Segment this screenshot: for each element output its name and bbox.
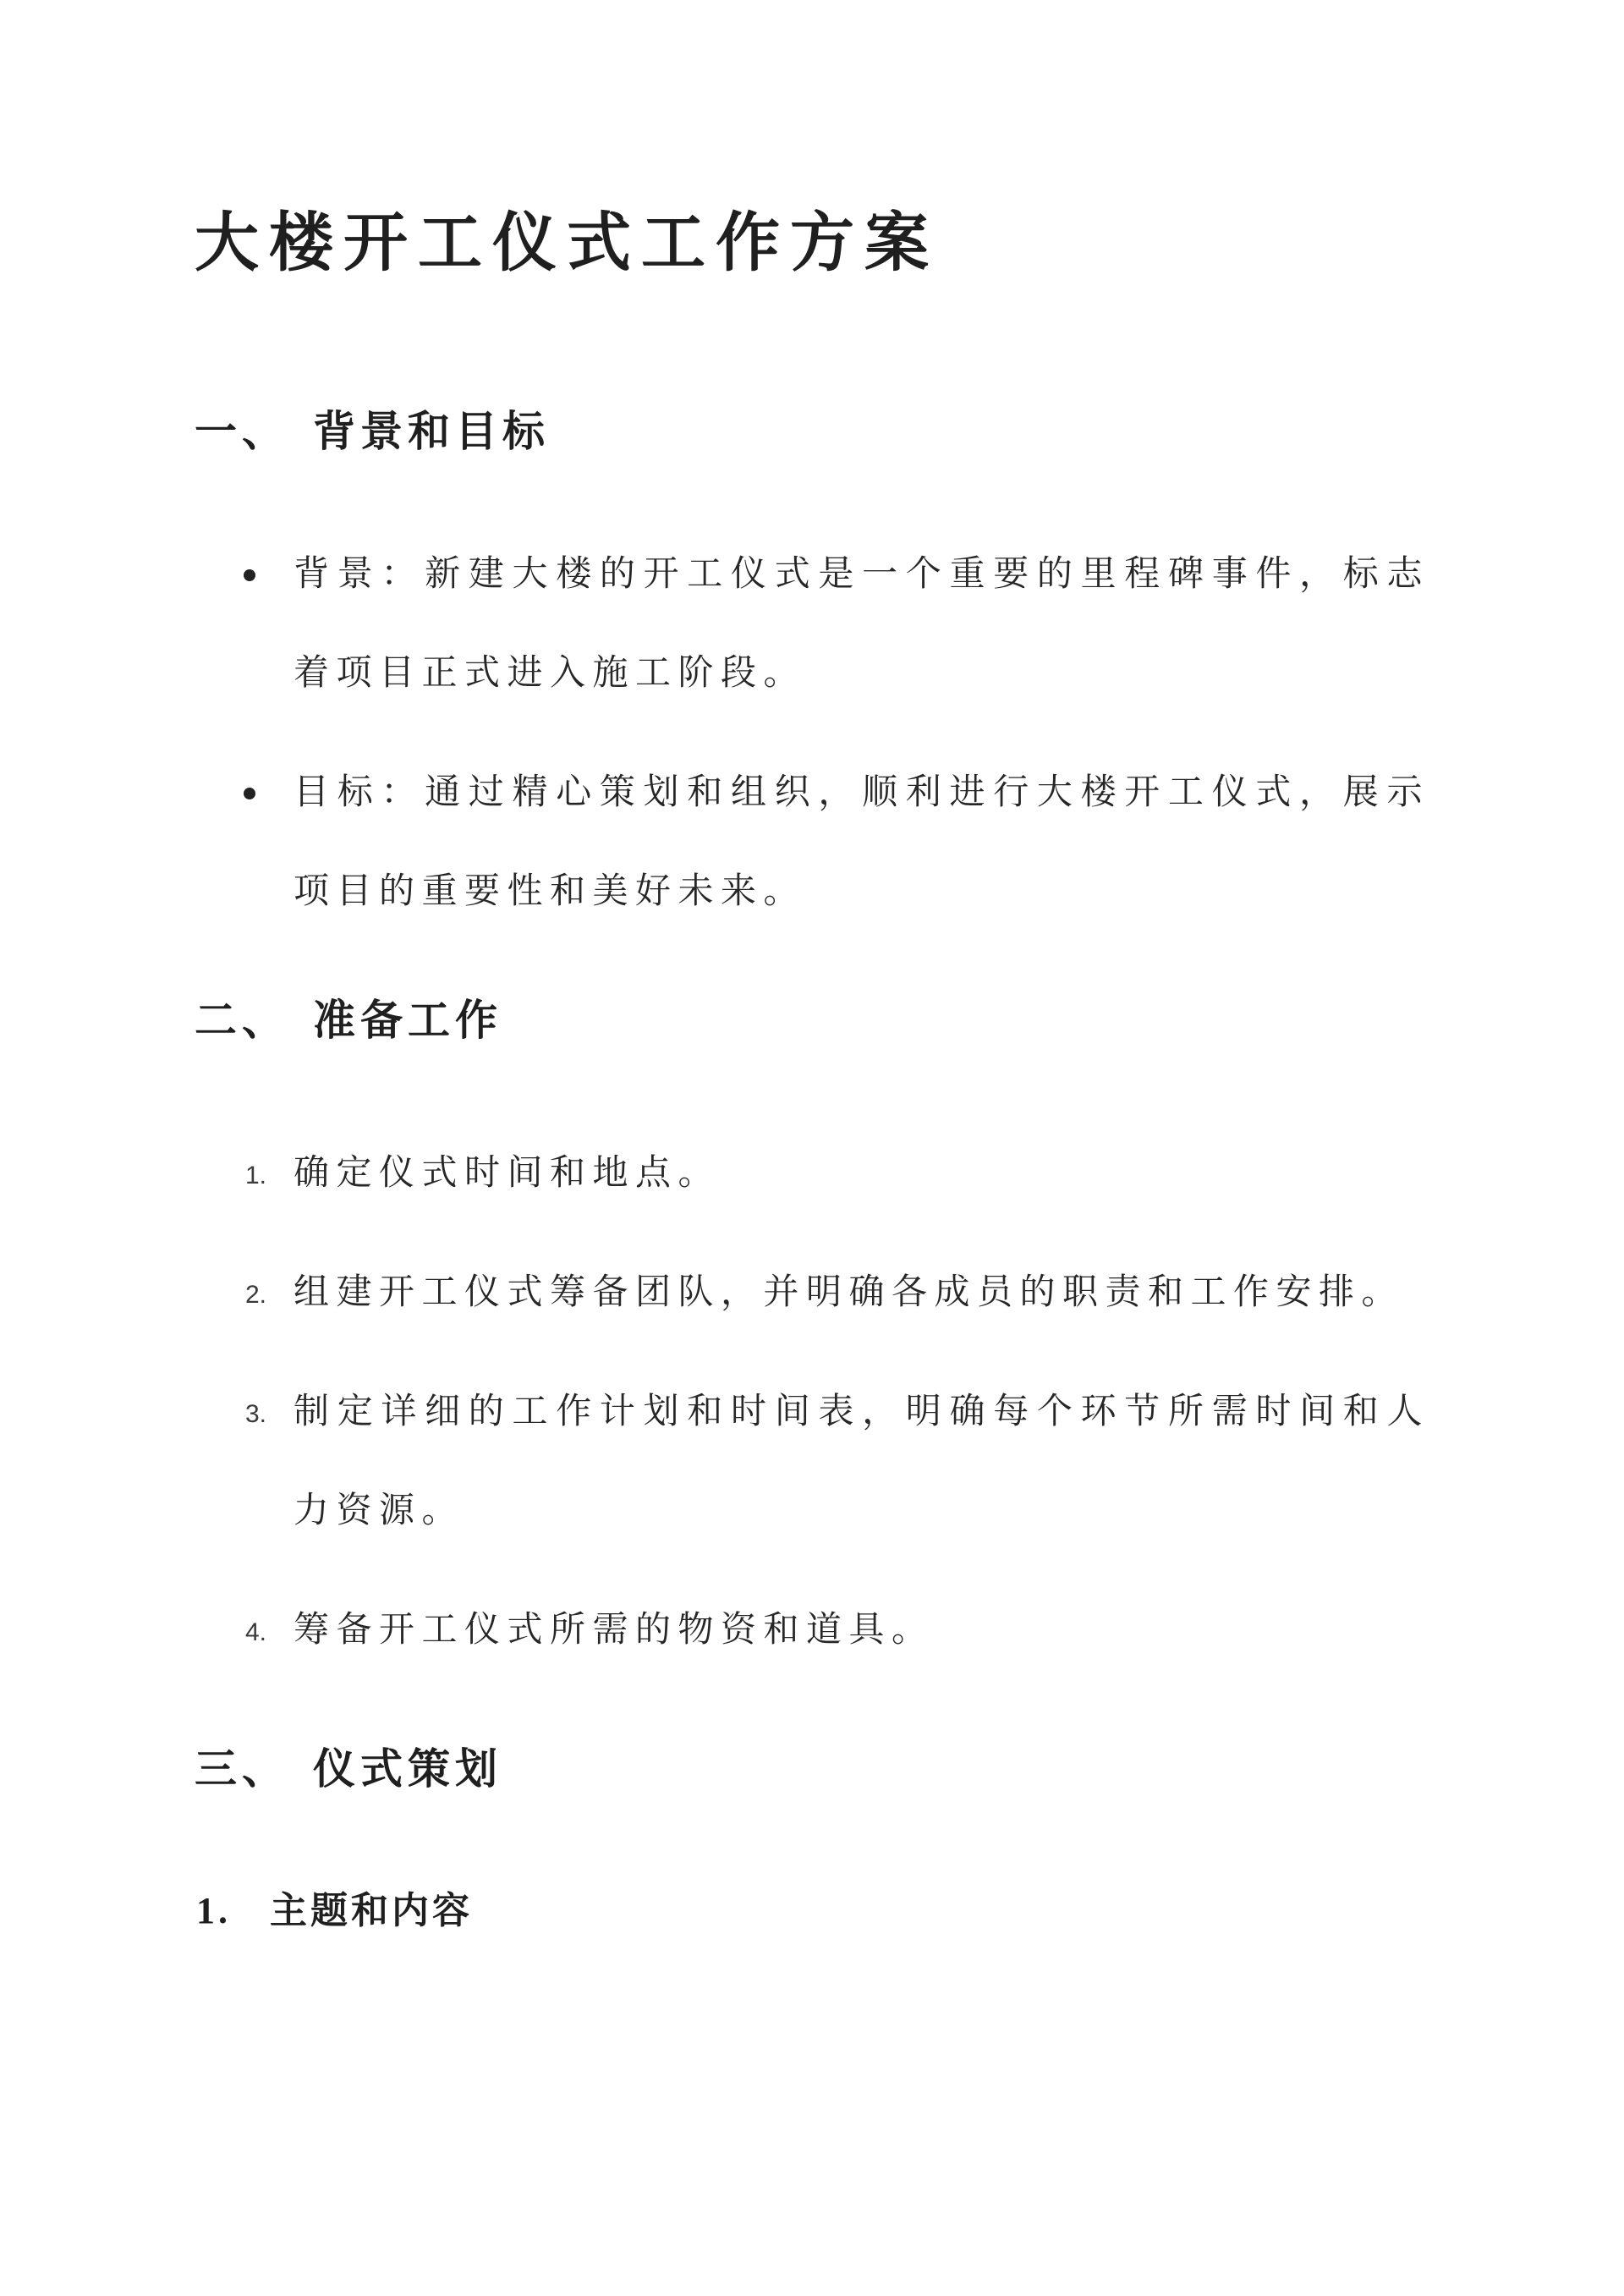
section-heading-2 (195, 995, 1429, 1046)
item-number: 3. (245, 1400, 267, 1429)
numbered-item (195, 1124, 1429, 1223)
numbered-item-text: 制定详细的工作计划和时间表，明确每个环节所需时间和人力资源。 (294, 1392, 1429, 1531)
numbered-item (195, 1363, 1429, 1561)
section-heading-1 (195, 406, 1429, 457)
numbered-item-text: 确定仪式时间和地点。 (294, 1154, 721, 1194)
item-number: 4. (245, 1618, 267, 1647)
numbered-item (195, 1244, 1429, 1343)
subsection-title: 主题和内容 (270, 1890, 473, 1932)
subsection-number: 1. (196, 1890, 231, 1932)
section-1-title: 背景和目标 (313, 408, 550, 456)
section-1-numeral: 一、 (195, 408, 289, 456)
subsection-heading-1 (196, 1889, 1429, 1934)
item-number: 1. (245, 1162, 267, 1190)
item-number: 2. (245, 1281, 267, 1310)
section-heading-3 (195, 1744, 1429, 1794)
bullet-icon (244, 788, 255, 799)
section-2-title: 准备工作 (313, 997, 502, 1045)
numbered-item (195, 1581, 1429, 1680)
document-title: 大楼开工仪式工作方案 (195, 208, 939, 279)
bullet-item-text: 目标：通过精心策划和组织，顺利进行大楼开工仪式，展示项目的重要性和美好未来。 (294, 773, 1429, 912)
numbered-item-text: 组建开工仪式筹备团队，并明确各成员的职责和工作安排。 (294, 1273, 1405, 1313)
bullet-item (195, 525, 1429, 723)
numbered-item-text: 筹备开工仪式所需的物资和道具。 (294, 1611, 935, 1651)
bullet-item (195, 744, 1429, 942)
section-3-title: 仪式策划 (313, 1745, 502, 1793)
section-3-numeral: 三、 (195, 1745, 289, 1793)
bullet-icon (244, 569, 255, 581)
numbered-list (195, 1124, 1429, 1680)
bullet-list (195, 525, 1429, 942)
section-2-numeral: 二、 (195, 997, 289, 1045)
bullet-item-text: 背景：新建大楼的开工仪式是一个重要的里程碑事件，标志着项目正式进入施工阶段。 (294, 555, 1429, 694)
